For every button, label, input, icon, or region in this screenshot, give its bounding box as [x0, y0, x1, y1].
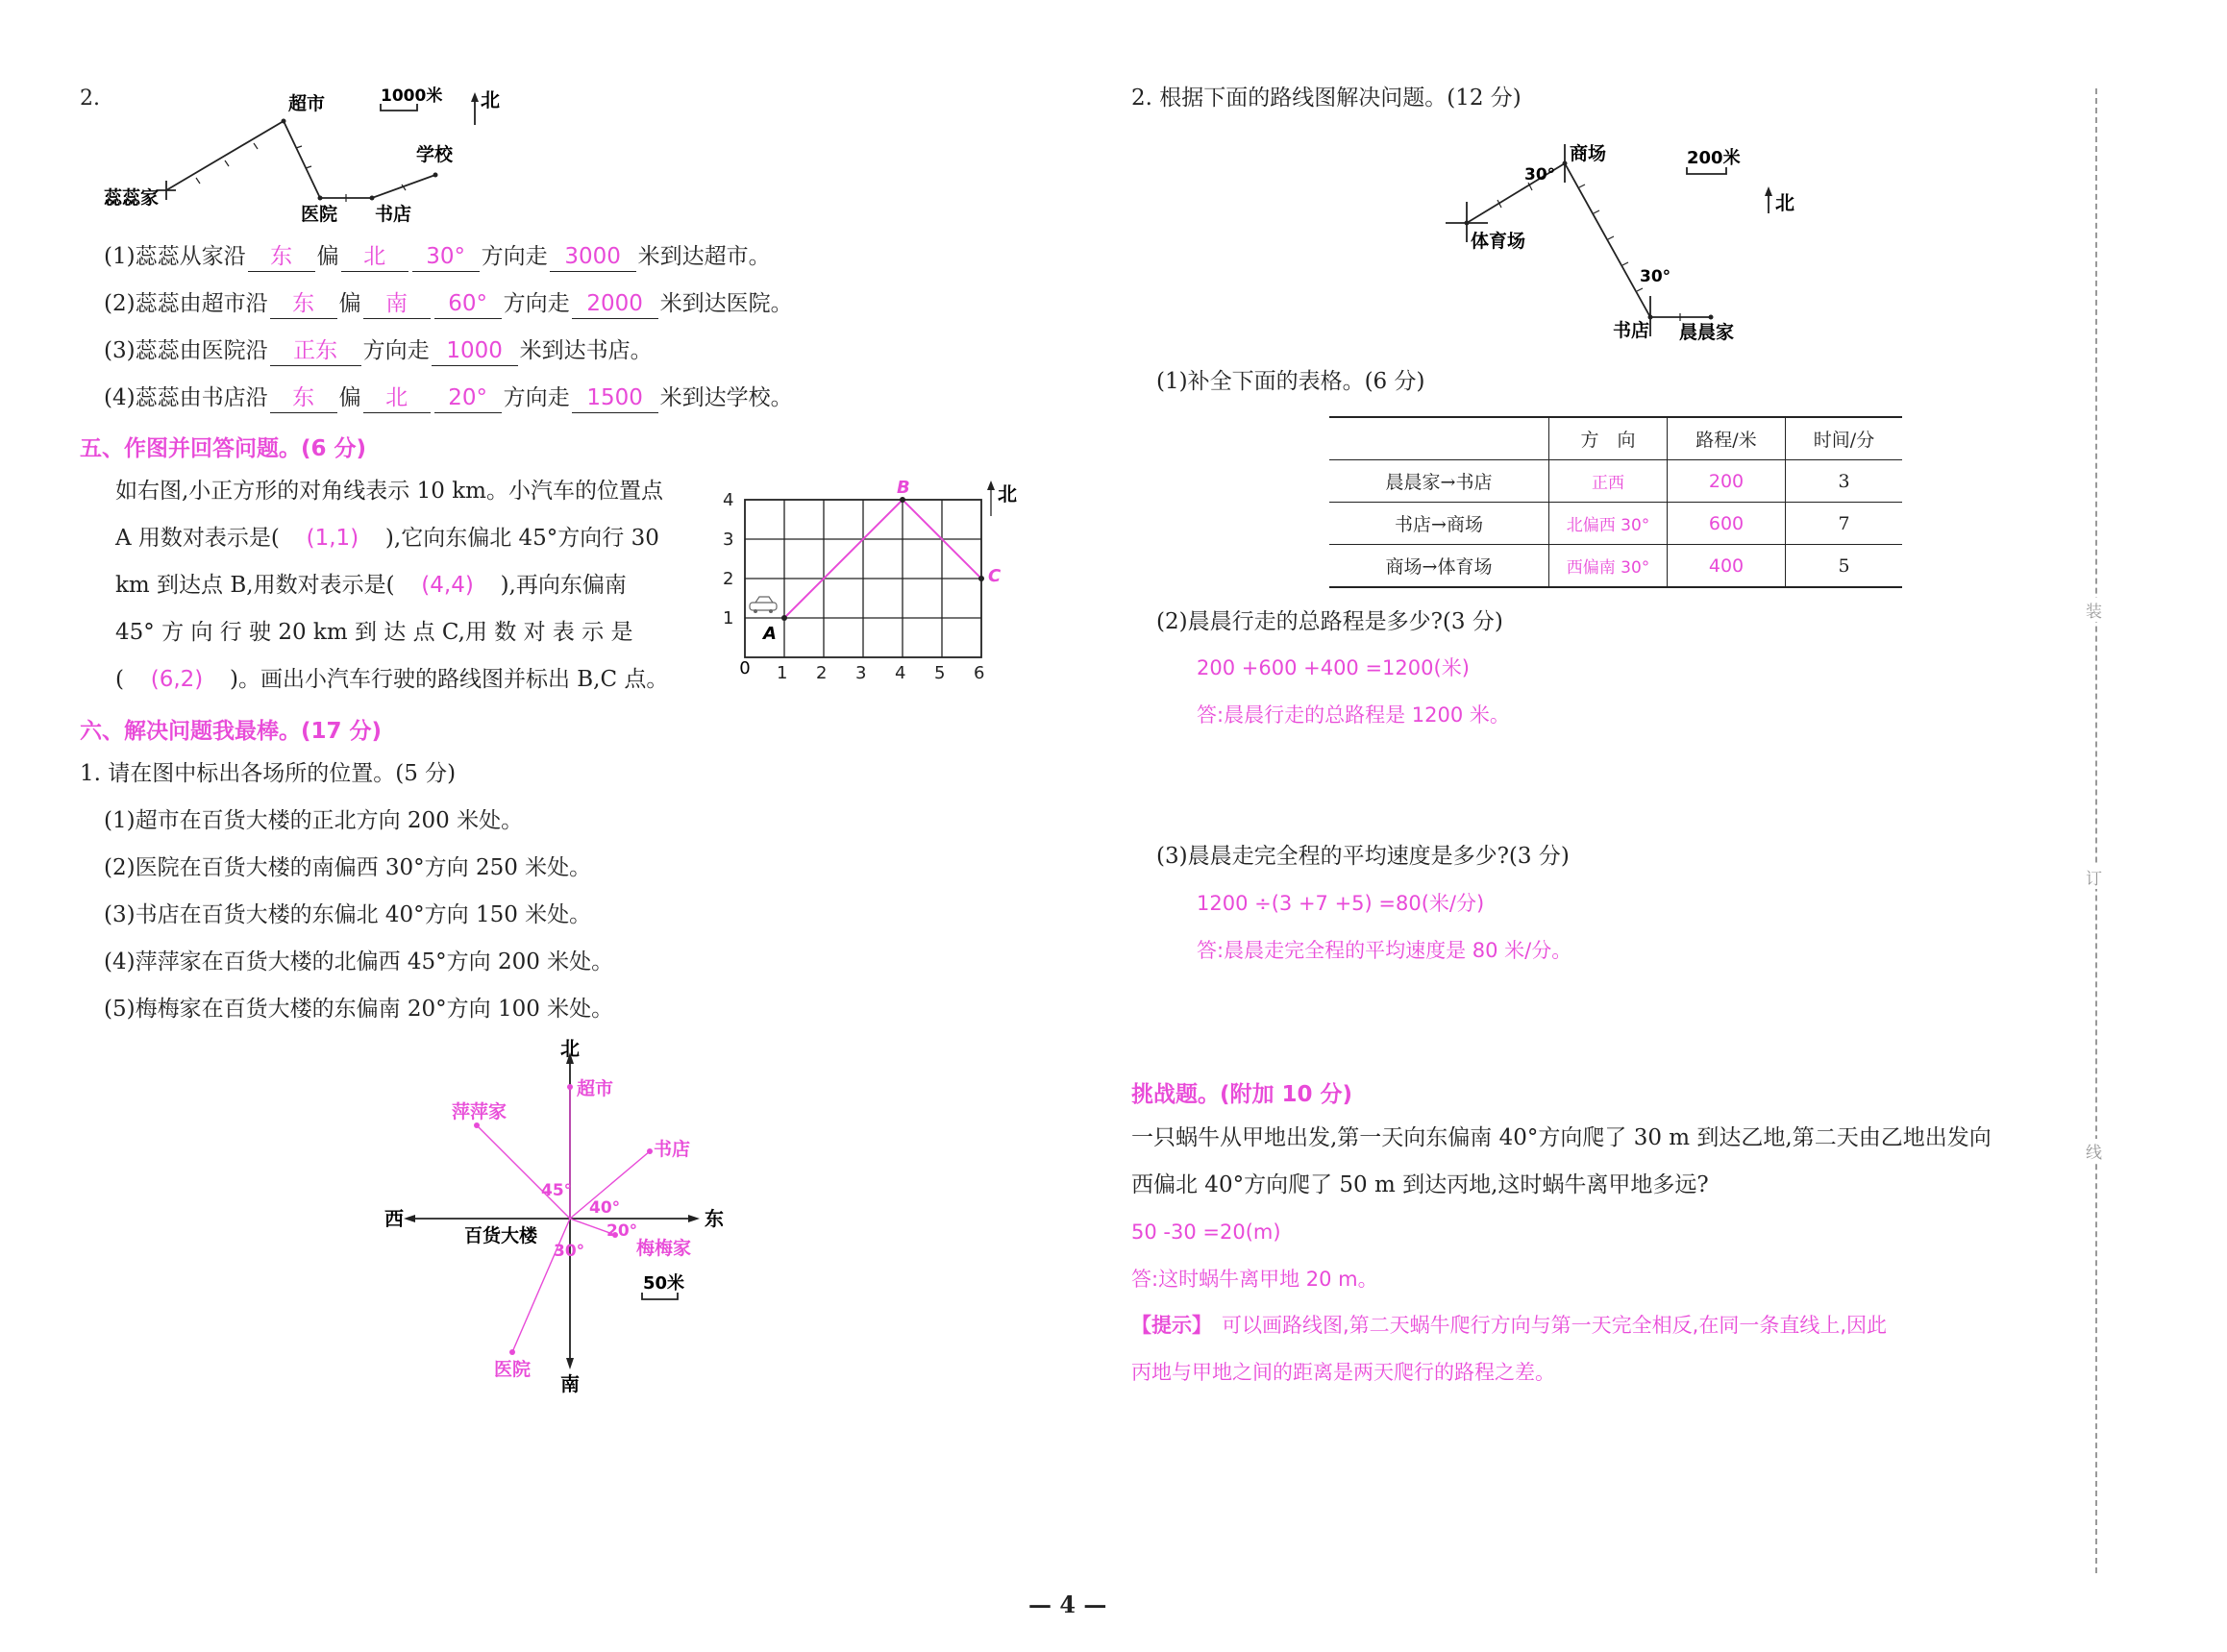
- sec5-line-1: 如右图,小正方形的对角线表示 10 km。小汽车的位置点: [115, 479, 663, 504]
- binding-dashed-line: [2095, 88, 2097, 1573]
- table-cell-route: 商场→体育场: [1329, 545, 1549, 588]
- table-row: [1329, 545, 1902, 588]
- grid-xtick-2: 2: [816, 663, 828, 683]
- challenge-line-1: 一只蜗牛从甲地出发,第一天向东偏南 40°方向爬了 30 m 到达乙地,第二天由乙地出发向: [1131, 1125, 1992, 1150]
- grid-point-c: C: [988, 566, 1002, 586]
- grid-xtick-0: 0: [739, 658, 751, 678]
- q2-item-3: (3)蕊蕊由医院沿 正东 方向走 1000 米到达书店。: [104, 336, 653, 366]
- section5-heading: 五、作图并回答问题。(6 分): [80, 436, 367, 461]
- compass-bookstore: 书店: [654, 1139, 691, 1160]
- table-cell-time: 7: [1786, 503, 1903, 545]
- r-q2-title: 2. 根据下面的路线图解决问题。(12 分): [1131, 86, 1522, 111]
- map-label-north: 北: [481, 88, 500, 111]
- map-label-supermarket: 超市: [288, 93, 326, 114]
- q2-route-map: [96, 85, 500, 229]
- grid-xtick-4: 4: [895, 663, 906, 683]
- compass-angle-30: 30°: [554, 1242, 585, 1261]
- r-q2-p3: (3)晨晨走完全程的平均速度是多少?(3 分): [1156, 844, 1570, 869]
- grid-ytick-2: 2: [723, 569, 734, 589]
- sec6-item-2: (2)医院在百货大楼的南偏西 30°方向 250 米处。: [104, 855, 592, 880]
- compass-scale: 50米: [643, 1273, 685, 1294]
- compass-supermarket: 超市: [577, 1078, 614, 1099]
- table-cell-route: 晨晨家→书店: [1329, 460, 1549, 503]
- r-map-a30top: 30°: [1524, 165, 1556, 185]
- sec6-item-5: (5)梅梅家在百货大楼的东偏南 20°方向 100 米处。: [104, 997, 614, 1022]
- table-cell-dist: 600: [1668, 503, 1786, 545]
- map-label-home: 蕊蕊家: [104, 187, 160, 209]
- sec6-item-1: (1)超市在百货大楼的正北方向 200 米处。: [104, 808, 524, 833]
- table-cell-dir: 北偏西 30°: [1549, 503, 1668, 545]
- q2-number: 2.: [80, 86, 100, 111]
- r-q2-p3-calc: 1200 ÷(3 +7 +5) =80(米/分): [1197, 892, 1485, 915]
- compass-hospital: 医院: [494, 1359, 532, 1380]
- compass-angle-40: 40°: [589, 1198, 621, 1218]
- compass-west: 西: [384, 1207, 404, 1230]
- challenge-line-2: 西偏北 40°方向爬了 50 m 到达丙地,这时蜗牛离甲地多远?: [1131, 1172, 1709, 1197]
- table-cell-dist: 200: [1668, 460, 1786, 503]
- page-number: — 4 —: [1028, 1590, 1107, 1618]
- r-map-scale: 200米: [1687, 148, 1741, 168]
- grid-xtick-5: 5: [934, 663, 946, 683]
- grid-yticks: [723, 490, 742, 644]
- grid-point-b: B: [897, 478, 910, 498]
- grid-xtick-3: 3: [855, 663, 867, 683]
- challenge-hint-2: 丙地与甲地之间的距离是两天爬行的路程之差。: [1131, 1361, 1555, 1384]
- challenge-answer: 答:这时蜗牛离甲地 20 m。: [1131, 1268, 1378, 1291]
- compass-south: 南: [560, 1372, 580, 1395]
- grid-ytick-3: 3: [723, 530, 734, 550]
- sec6-compass-figure: [384, 1037, 750, 1403]
- r-map-market: 商场: [1570, 143, 1607, 164]
- compass-angle-20: 20°: [606, 1221, 638, 1241]
- table-row: [1329, 503, 1902, 545]
- r-q2-table: [1329, 416, 1902, 588]
- table-cell-time: 5: [1786, 545, 1903, 588]
- r-map-bookstore: 书店: [1613, 320, 1650, 341]
- binding-char-3: 线: [2086, 1139, 2102, 1163]
- compass-meimei: 梅梅家: [636, 1238, 692, 1259]
- grid-xticks: [733, 663, 983, 686]
- r-q2-p2-calc: 200 +600 +400 =1200(米): [1197, 656, 1470, 679]
- r-q2-p2: (2)晨晨行走的总路程是多少?(3 分): [1156, 609, 1503, 634]
- grid-xtick-1: 1: [777, 663, 788, 683]
- q2-item-4: (4)蕊蕊由书店沿 东 偏 北 20° 方向走 1500 米到达学校。: [104, 383, 793, 413]
- map-label-scale: 1000米: [381, 86, 443, 106]
- grid-xtick-6: 6: [974, 663, 985, 683]
- table-header-row: [1329, 417, 1902, 460]
- hint-label: 【提示】: [1131, 1314, 1212, 1337]
- sec5-line-4: 45° 方 向 行 驶 20 km 到 达 点 C,用 数 对 表 示 是: [115, 620, 633, 645]
- sec5-line-3: km 到达点 B,用数对表示是( (4,4) ),再向东偏南: [115, 573, 627, 598]
- sec5-line-2: A 用数对表示是( (1,1) ),它向东偏北 45°方向行 30: [115, 526, 659, 551]
- r-q2-route-map: [1432, 135, 1836, 351]
- grid-ytick-1: 1: [723, 608, 734, 629]
- r-map-a30bottom: 30°: [1640, 267, 1671, 286]
- binding-char-1: 装: [2086, 598, 2102, 622]
- car-icon: [750, 597, 777, 613]
- grid-point-a: A: [763, 624, 777, 644]
- grid-ytick-4: 4: [723, 490, 734, 510]
- table-cell-dir: 西偏南 30°: [1549, 545, 1668, 588]
- r-q2-p3-answer: 答:晨晨走完全程的平均速度是 80 米/分。: [1197, 939, 1572, 962]
- r-q2-p2-answer: 答:晨晨行走的总路程是 1200 米。: [1197, 703, 1510, 727]
- r-q2-p1: (1)补全下面的表格。(6 分): [1156, 369, 1425, 394]
- sec6-item-4: (4)萍萍家在百货大楼的北偏西 45°方向 200 米处。: [104, 949, 614, 974]
- sec6-item-3: (3)书店在百货大楼的东偏北 40°方向 150 米处。: [104, 902, 592, 927]
- map-label-bookstore: 书店: [375, 204, 412, 225]
- table-row: [1329, 460, 1902, 503]
- compass-angle-45: 45°: [541, 1181, 573, 1200]
- table-cell-time: 3: [1786, 460, 1903, 503]
- binding-char-2: 订: [2086, 865, 2102, 889]
- sec5-grid-figure: [711, 476, 1028, 678]
- r-map-north: 北: [1775, 191, 1794, 214]
- q2-item-1: (1)蕊蕊从家沿 东 偏 北 30° 方向走 3000 米到达超市。: [104, 242, 771, 272]
- table-header-cell: [1329, 417, 1549, 460]
- sec5-line-5: ( (6,2) )。画出小汽车行驶的路线图并标出 B,C 点。: [115, 667, 669, 692]
- table-header-cell: 方 向: [1549, 417, 1668, 460]
- r-map-home: 晨晨家: [1679, 322, 1735, 343]
- compass-east: 东: [705, 1207, 724, 1230]
- grid-north: 北: [998, 482, 1017, 505]
- compass-center: 百货大楼: [464, 1225, 538, 1246]
- challenge-hint-1: 【提示】 可以画路线图,第二天蜗牛爬行方向与第一天完全相反,在同一条直线上,因此: [1131, 1314, 1888, 1337]
- table-cell-dir: 正西: [1549, 460, 1668, 503]
- challenge-calc: 50 -30 =20(m): [1131, 1221, 1281, 1244]
- challenge-heading: 挑战题。(附加 10 分): [1131, 1082, 1353, 1107]
- map-label-hospital: 医院: [301, 204, 338, 225]
- q2-item-2: (2)蕊蕊由超市沿 东 偏 南 60° 方向走 2000 米到达医院。: [104, 289, 793, 319]
- compass-north: 北: [560, 1037, 580, 1060]
- sec6-q1: 1. 请在图中标出各场所的位置。(5 分): [80, 761, 457, 786]
- table-header-cell: 时间/分: [1786, 417, 1903, 460]
- table-header-cell: 路程/米: [1668, 417, 1786, 460]
- table-cell-dist: 400: [1668, 545, 1786, 588]
- table-cell-route: 书店→商场: [1329, 503, 1549, 545]
- section6-heading: 六、解决问题我最棒。(17 分): [80, 719, 383, 744]
- compass-pingping: 萍萍家: [452, 1101, 507, 1122]
- map-label-school: 学校: [416, 144, 454, 165]
- r-map-stadium: 体育场: [1471, 231, 1526, 252]
